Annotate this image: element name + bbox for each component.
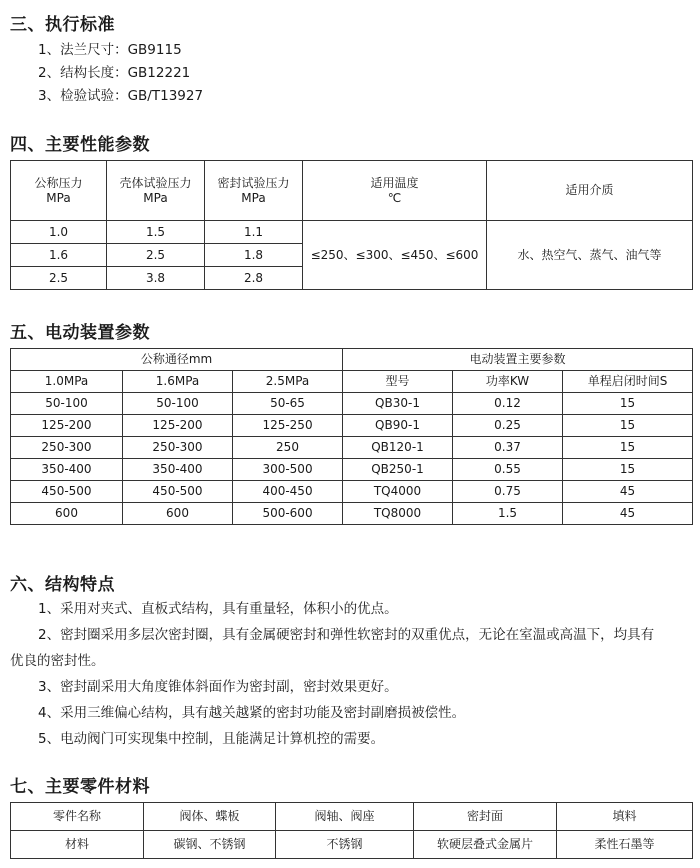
- temperature-range-cell: ≤250、≤300、≤450、≤600: [303, 221, 487, 290]
- standard-item-3: 3、检验试验：GB/T13927: [38, 88, 204, 104]
- table-cell: 1.5: [107, 221, 205, 244]
- table-cell: 400-450: [233, 481, 343, 503]
- table-cell: 2.5: [11, 267, 107, 290]
- table-cell: 1.0: [11, 221, 107, 244]
- table-cell: 50-100: [11, 393, 123, 415]
- section-3-title: 三、执行标准: [10, 15, 115, 35]
- table-row: [11, 803, 693, 831]
- feature-item-5: 5、电动阀门可实现集中控制，且能满足计算机控的需要。: [38, 731, 385, 747]
- table-row: [11, 221, 693, 244]
- table-cell: 250: [233, 437, 343, 459]
- section-5-title: 五、电动装置参数: [10, 323, 150, 343]
- table-cell: 2.5: [107, 244, 205, 267]
- table-cell: 0.12: [453, 393, 563, 415]
- table-cell: 0.25: [453, 415, 563, 437]
- feature-item-2: 2、密封圈采用多层次密封圈，具有金属硬密封和弹性软密封的双重优点，无论在室温或高温下，均具有: [38, 627, 655, 643]
- table-cell: 碳钢、不锈钢: [144, 831, 276, 859]
- table-cell: 阀体、蝶板: [144, 803, 276, 831]
- table-row: [11, 393, 693, 415]
- table-cell: 0.55: [453, 459, 563, 481]
- table-cell: 500-600: [233, 503, 343, 525]
- table-group-header-row: [11, 349, 693, 371]
- table-cell: 45: [563, 481, 693, 503]
- medium-cell: 水、热空气、蒸气、油气等: [487, 221, 693, 290]
- header-seal-test-pressure: 密封试验压力 MPa: [205, 161, 303, 221]
- header-stroke-time: 单程启闭时间S: [563, 371, 693, 393]
- table-cell: 125-200: [11, 415, 123, 437]
- feature-item-2-continued: 优良的密封性。: [10, 653, 105, 669]
- table-cell: 3.8: [107, 267, 205, 290]
- table-cell: 0.75: [453, 481, 563, 503]
- header-model: 型号: [343, 371, 453, 393]
- table-cell: QB250-1: [343, 459, 453, 481]
- table-cell: 125-250: [233, 415, 343, 437]
- table-cell: TQ8000: [343, 503, 453, 525]
- table-header-row: [11, 161, 693, 221]
- table-cell: 250-300: [11, 437, 123, 459]
- section-7-title: 七、主要零件材料: [10, 777, 150, 797]
- table-cell: 15: [563, 459, 693, 481]
- table-cell: 2.8: [205, 267, 303, 290]
- table-cell: 600: [11, 503, 123, 525]
- table-cell: 50-65: [233, 393, 343, 415]
- materials-table: [10, 802, 693, 859]
- actuator-table: [10, 348, 693, 525]
- table-row: [11, 831, 693, 859]
- header-nominal-pressure: 公称压力 MPa: [11, 161, 107, 221]
- table-cell: QB120-1: [343, 437, 453, 459]
- standard-item-1: 1、法兰尺寸：GB9115: [38, 42, 182, 58]
- table-cell: 125-200: [123, 415, 233, 437]
- group-header-actuator-params: 电动装置主要参数: [343, 349, 693, 371]
- table-row: [11, 503, 693, 525]
- header-shell-test-pressure: 壳体试验压力 MPa: [107, 161, 205, 221]
- feature-item-4: 4、采用三维偏心结构，具有越关越紧的密封功能及密封副磨损被偿性。: [38, 705, 466, 721]
- table-cell: 1.5: [453, 503, 563, 525]
- table-cell: 50-100: [123, 393, 233, 415]
- header-temperature: 适用温度 ℃: [303, 161, 487, 221]
- section-6-title: 六、结构特点: [10, 575, 115, 595]
- table-cell: 材料: [11, 831, 144, 859]
- header-2-5mpa: 2.5MPa: [233, 371, 343, 393]
- table-cell: QB30-1: [343, 393, 453, 415]
- table-cell: 350-400: [11, 459, 123, 481]
- header-1-6mpa: 1.6MPa: [123, 371, 233, 393]
- table-row: [11, 415, 693, 437]
- header-power: 功率KW: [453, 371, 563, 393]
- table-cell: 600: [123, 503, 233, 525]
- table-cell: 300-500: [233, 459, 343, 481]
- table-cell: QB90-1: [343, 415, 453, 437]
- table-cell: 45: [563, 503, 693, 525]
- table-cell: TQ4000: [343, 481, 453, 503]
- header-medium: 适用介质: [487, 161, 693, 221]
- table-cell: 1.6: [11, 244, 107, 267]
- table-cell: 450-500: [11, 481, 123, 503]
- feature-item-3: 3、密封副采用大角度锥体斜面作为密封副，密封效果更好。: [38, 679, 398, 695]
- table-cell: 350-400: [123, 459, 233, 481]
- table-cell: 1.1: [205, 221, 303, 244]
- performance-table: [10, 160, 693, 290]
- table-cell: 密封面: [414, 803, 557, 831]
- table-header-row: [11, 371, 693, 393]
- table-row: [11, 437, 693, 459]
- table-cell: 250-300: [123, 437, 233, 459]
- table-cell: 15: [563, 437, 693, 459]
- standard-item-2: 2、结构长度：GB12221: [38, 65, 191, 81]
- group-header-nominal-diameter: 公称通径mm: [11, 349, 343, 371]
- table-cell: 柔性石墨等: [557, 831, 693, 859]
- table-cell: 不锈钢: [276, 831, 414, 859]
- table-cell: 填料: [557, 803, 693, 831]
- features-list: [10, 596, 692, 752]
- table-cell: 零件名称: [11, 803, 144, 831]
- section-4-title: 四、主要性能参数: [10, 135, 150, 155]
- table-cell: 450-500: [123, 481, 233, 503]
- header-1-0mpa: 1.0MPa: [11, 371, 123, 393]
- table-row: [11, 481, 693, 503]
- table-cell: 软硬层叠式金属片: [414, 831, 557, 859]
- table-cell: 15: [563, 393, 693, 415]
- table-row: [11, 459, 693, 481]
- feature-item-1: 1、采用对夹式、直板式结构，具有重量轻，体积小的优点。: [38, 601, 398, 617]
- table-cell: 1.8: [205, 244, 303, 267]
- table-cell: 15: [563, 415, 693, 437]
- table-cell: 阀轴、阀座: [276, 803, 414, 831]
- table-cell: 0.37: [453, 437, 563, 459]
